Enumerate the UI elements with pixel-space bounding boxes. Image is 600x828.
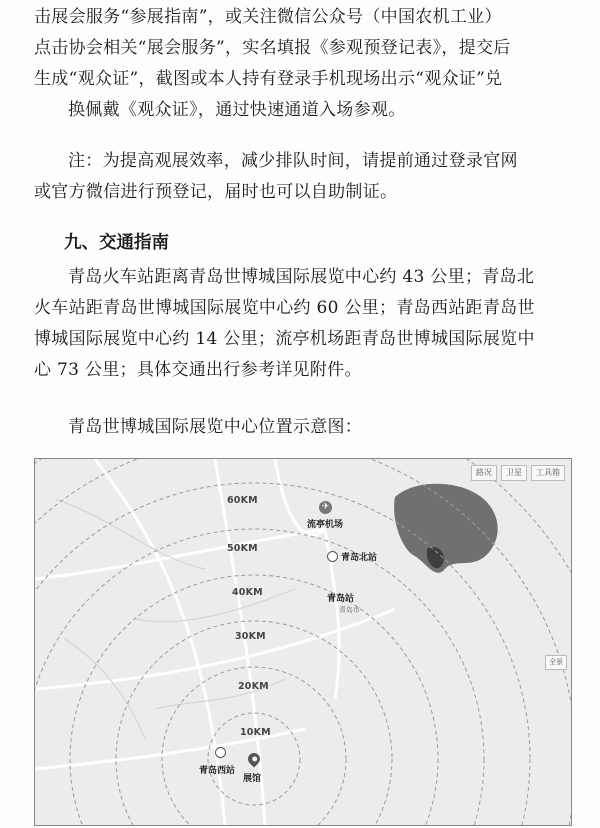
note-paragraph bbox=[34, 146, 574, 208]
text-line: 或官方微信进行预登记，届时也可以自助制证。 bbox=[34, 182, 398, 202]
text-line: 注：为提高观展效率，减少排队时间，请提前通过登录官网 bbox=[68, 151, 518, 171]
train-station-icon[interactable] bbox=[215, 747, 226, 758]
ring-label-40km: 40KM bbox=[232, 587, 263, 598]
place-venue[interactable]: 展馆 bbox=[243, 774, 262, 784]
ring-label-20km: 20KM bbox=[238, 681, 269, 692]
airport-icon[interactable]: ✈ bbox=[319, 501, 332, 514]
place-city[interactable]: 青岛市 bbox=[339, 606, 360, 614]
distance-ring bbox=[116, 621, 392, 825]
traffic-button[interactable]: 路况 bbox=[471, 465, 497, 481]
panorama-button[interactable]: 全景 bbox=[545, 655, 567, 670]
map-background bbox=[35, 459, 571, 825]
ring-label-10km: 10KM bbox=[240, 727, 271, 738]
text-line: 生成“观众证”，截图或本人持有登录手机现场出示“观众证”兑 bbox=[34, 69, 503, 89]
place-airport[interactable]: 流亭机场 bbox=[307, 520, 344, 530]
text-line: 火车站距青岛世博城国际展览中心约 60 公里；青岛西站距青岛世 bbox=[34, 298, 535, 318]
place-north-station[interactable]: 青岛北站 bbox=[341, 553, 378, 563]
text-line: 点击协会相关“展会服务”，实名填报《参观预登记表》，提交后 bbox=[34, 38, 511, 58]
sea-area bbox=[394, 484, 498, 573]
map-caption: 青岛世博城国际展览中心位置示意图： bbox=[68, 417, 363, 437]
toolbox-button[interactable]: 工具箱 bbox=[531, 465, 565, 481]
text-line: 博城国际展览中心约 14 公里；流亭机场距青岛世博城国际展览中 bbox=[34, 329, 535, 349]
text-line: 击展会服务“参展指南”，或关注微信公众号（中国农机工业） bbox=[34, 7, 502, 27]
ring-label-30km: 30KM bbox=[235, 631, 266, 642]
registration-paragraph bbox=[34, 2, 574, 126]
transport-paragraph bbox=[34, 262, 574, 386]
location-map[interactable] bbox=[34, 458, 572, 826]
place-west-station[interactable]: 青岛西站 bbox=[199, 766, 236, 776]
satellite-button[interactable]: 卫星 bbox=[501, 465, 527, 481]
section-heading-transport: 九、交通指南 bbox=[64, 233, 169, 253]
place-station[interactable]: 青岛站 bbox=[327, 594, 355, 604]
minor-roads bbox=[55, 499, 295, 739]
text-line: 青岛火车站距离青岛世博城国际展览中心约 43 公里；青岛北 bbox=[68, 267, 535, 287]
text-line: 换佩戴《观众证》，通过快速通道入场参观。 bbox=[68, 100, 406, 120]
ring-label-50km: 50KM bbox=[227, 543, 258, 554]
map-toolbar bbox=[471, 465, 565, 481]
train-station-icon[interactable] bbox=[327, 551, 338, 562]
text-line: 心 73 公里；具体交通出行参考详见附件。 bbox=[34, 360, 362, 380]
ring-label-60km: 60KM bbox=[227, 495, 258, 506]
